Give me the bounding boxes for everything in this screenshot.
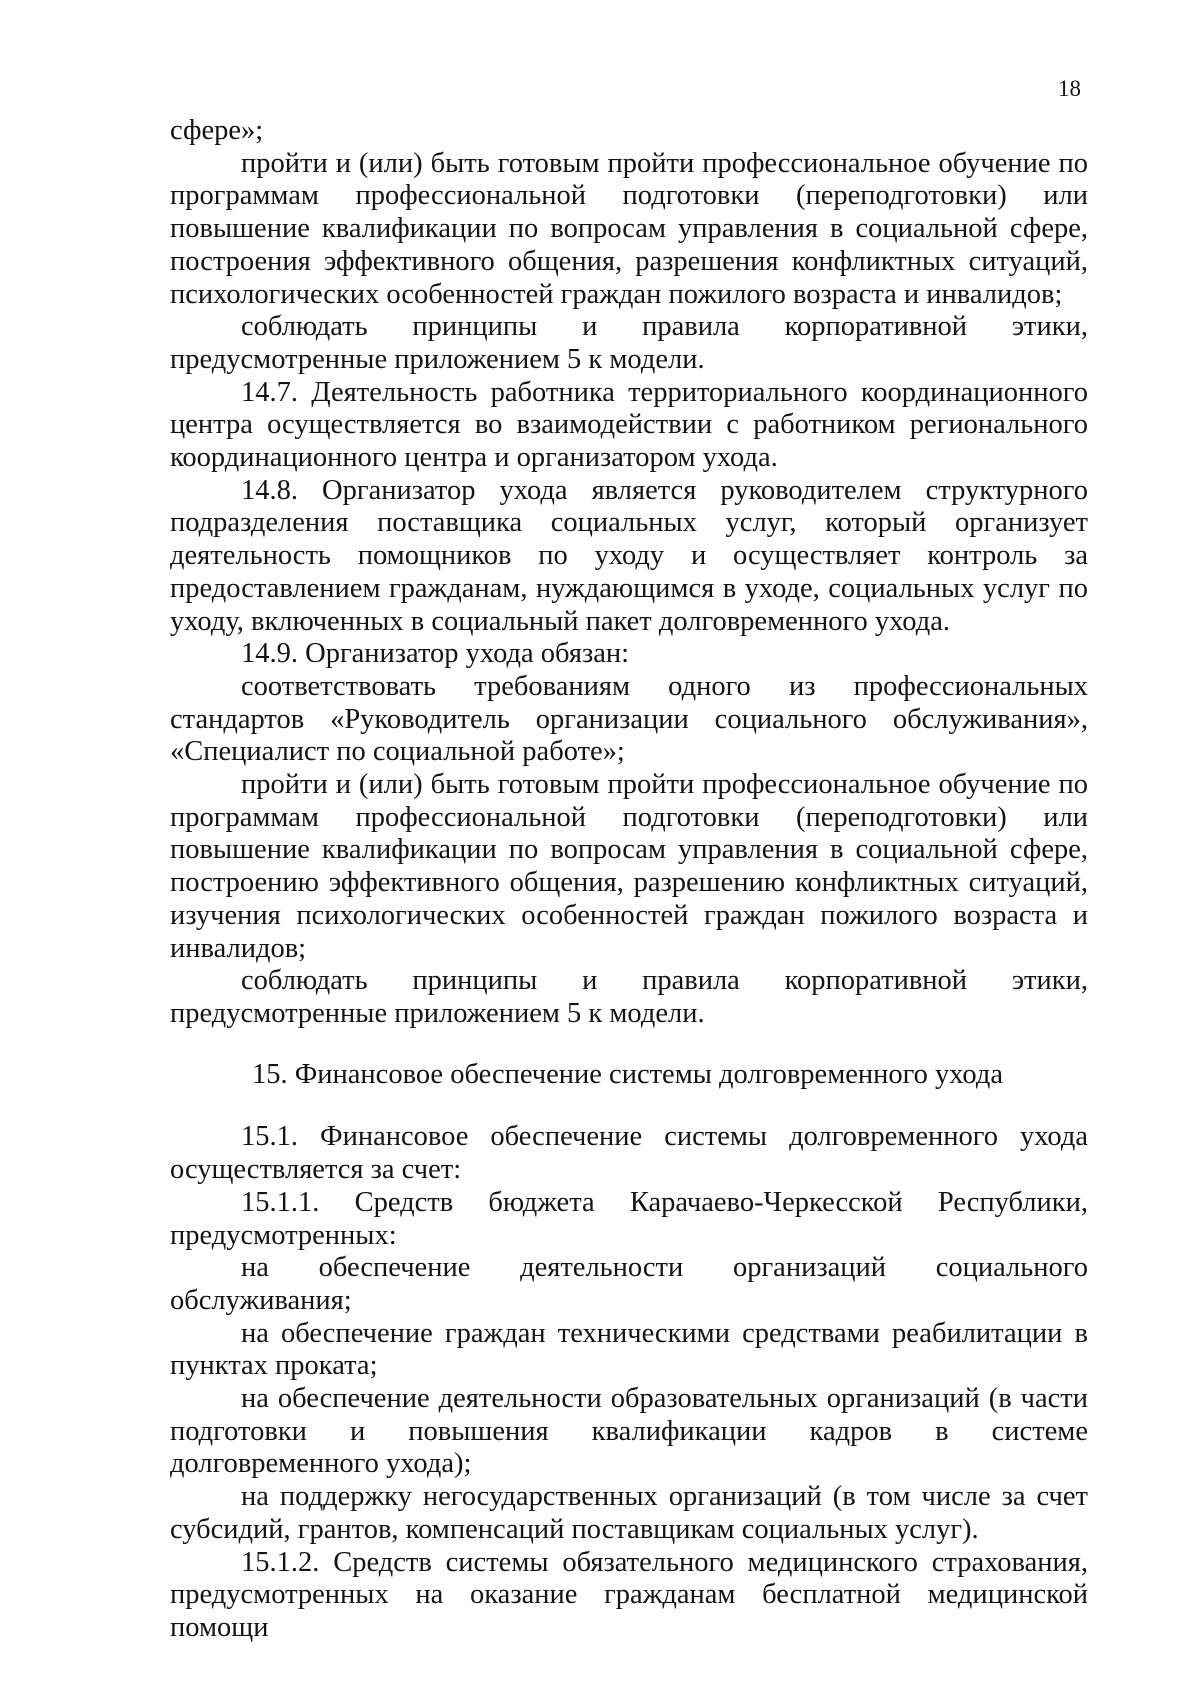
- paragraph: 15.1. Финансовое обеспечение системы долговременного ухода осуществляется за счет:: [170, 1121, 1088, 1186]
- paragraph: соблюдать принципы и правила корпоративной этики, предусмотренные приложением 5 к модели.: [170, 965, 1088, 1029]
- paragraph: соблюдать принципы и правила корпоративной этики, предусмотренные приложением 5 к модели.: [170, 311, 1088, 375]
- paragraph: на обеспечение граждан техническими средствами реабилитации в пунктах проката;: [170, 1317, 1088, 1382]
- page-number: 18: [1058, 76, 1081, 101]
- paragraph: на поддержку негосударственных организаций (в том числе за счет субсидий, грантов, компенсаций поставщикам социальных услуг).: [170, 1481, 1088, 1545]
- paragraph: на обеспечение деятельности организаций социального обслуживания;: [170, 1252, 1088, 1316]
- paragraph: 14.9. Организатор ухода обязан:: [241, 638, 630, 670]
- paragraph: соответствовать требованиям одного из профессиональных стандартов «Руководитель организации социального обслуживания», «Специалист по социальной работе»;: [170, 670, 1088, 768]
- paragraph: 15.1.1. Средств бюджета Карачаево-Черкесской Республики, предусмотренных:: [170, 1186, 1088, 1251]
- paragraph: на обеспечение деятельности образовательных организаций (в части подготовки и повышения квалификации кадров в системе долговременного ухода);: [170, 1383, 1088, 1480]
- paragraph: пройти и (или) быть готовым пройти профессиональное обучение по программам профессиональной подготовки (переподготовки) или повышение квалификации по вопросам управления в социальной сфере, построению эффективного общения, разрешению конфликтных ситуаций, изучения психологических особенностей граждан пожилого возраста и инвалидов;: [170, 769, 1088, 964]
- paragraph: 15.1.2. Средств системы обязательного медицинского страхования, предусмотренных на оказание гражданам бесплатной медицинской помощи: [170, 1546, 1088, 1643]
- paragraph: 14.8. Организатор ухода является руководителем структурного подразделения поставщика социальных услуг, который организует деятельность помощников по уходу и осуществляет контроль за предоставлением гражданам, нуждающимся в уходе, социальных услуг по уходу, включенных в социальный пакет долговременного ухода.: [170, 474, 1088, 637]
- section-heading: 15. Финансовое обеспечение системы долговременного ухода: [252, 1058, 1003, 1090]
- paragraph: пройти и (или) быть готовым пройти профессиональное обучение по программам профессиональной подготовки (переподготовки) или повышение квалификации по вопросам управления в социальной сфере, построения эффективного общения, разрешения конфликтных ситуаций, психологических особенностей граждан пожилого возраста и инвалидов;: [170, 147, 1088, 310]
- paragraph: сфере»;: [170, 115, 264, 146]
- paragraph: 14.7. Деятельность работника территориального координационного центра осуществляется во взаимодействии с работником регионального координационного центра и организатором ухода.: [170, 376, 1088, 474]
- document-body: [170, 115, 1088, 1645]
